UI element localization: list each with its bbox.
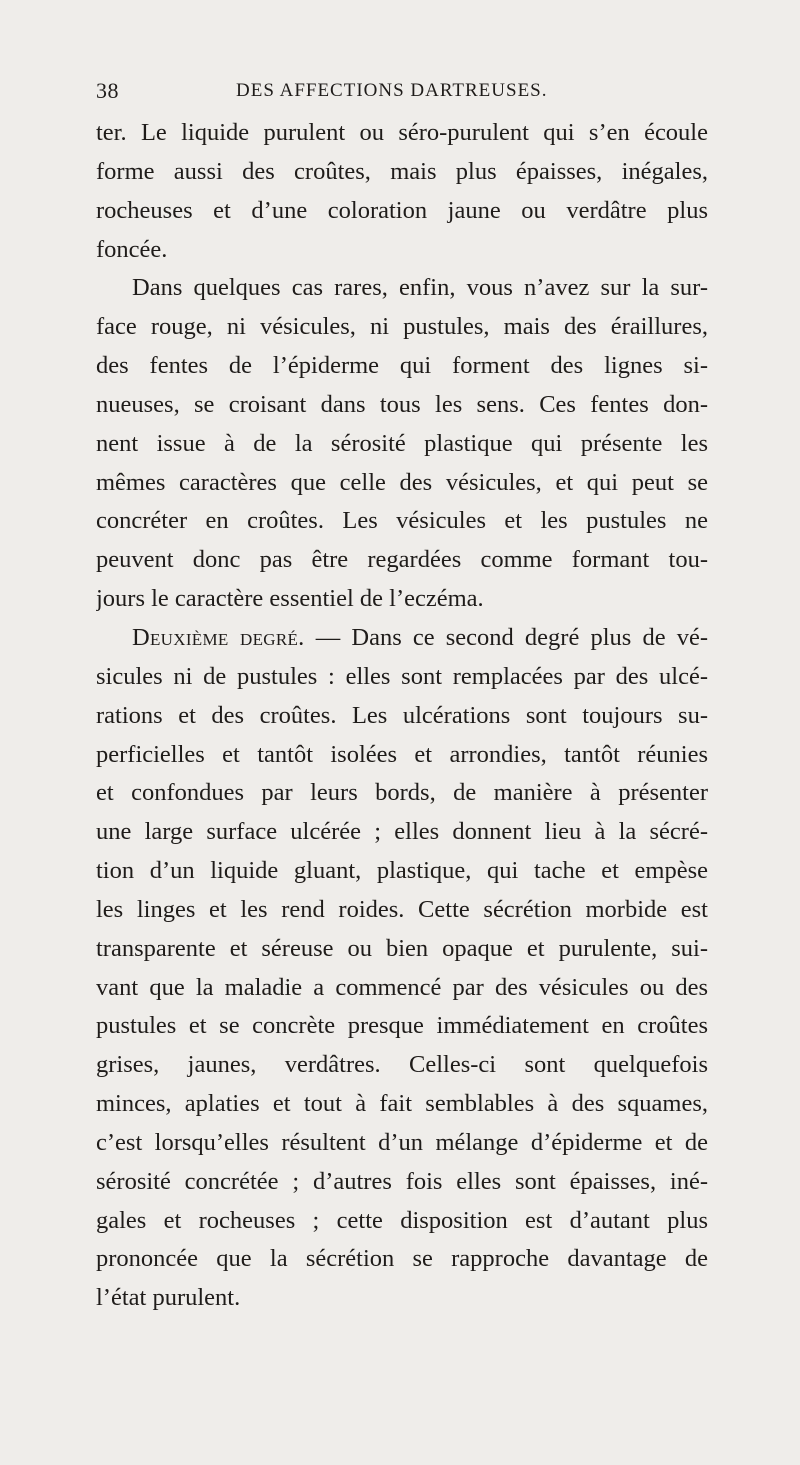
text-line: transparente et séreuse ou bien opaque et purulente, sui- [96, 934, 708, 962]
text-line: gales et rocheuses ; cette disposition est d’autant plus [96, 1206, 708, 1234]
text-line: forme aussi des croûtes, mais plus épaisses, inégales, [96, 157, 708, 185]
text-line: mêmes caractères que celle des vésicules, et qui peut se [96, 468, 708, 496]
text-line: concréter en croûtes. Les vésicules et les pustules ne [96, 507, 708, 535]
text-line: c’est lorsqu’elles résultent d’un mélange d’épiderme et de [96, 1128, 708, 1156]
paragraph-3 [96, 619, 708, 1318]
paragraph-1 [96, 114, 708, 269]
text-line: grises, jaunes, verdâtres. Celles-ci sont quelquefois [96, 1051, 708, 1079]
text-line: l’état purulent. [96, 1284, 241, 1312]
text-line: minces, aplaties et tout à fait semblables à des squames, [96, 1090, 708, 1118]
text-line: nent issue à de la sérosité plastique qui présente les [96, 429, 708, 457]
text-line: sicules ni de pustules : elles sont remplacées par des ulcé- [96, 662, 708, 690]
section-heading: Deuxième degré. [132, 623, 305, 651]
text-line: tion d’un liquide gluant, plastique, qui tache et empèse [96, 857, 708, 885]
text-run: — Dans ce second degré plus de vé- [304, 623, 708, 651]
text-line: des fentes de l’épiderme qui forment des lignes si- [96, 352, 708, 380]
text-line: rocheuses et d’une coloration jaune ou verdâtre plus [96, 196, 708, 224]
running-head [96, 78, 708, 110]
text-line: pustules et se concrète presque immédiatement en croûtes [96, 1012, 708, 1040]
text-line: perficielles et tantôt isolées et arrondies, tantôt réunies [96, 740, 708, 768]
text-line: et confondues par leurs bords, de manière à présenter [96, 779, 708, 807]
running-title: DES AFFECTIONS DARTREUSES. [236, 80, 548, 101]
text-line: nueuses, se croisant dans tous les sens. Ces fentes don- [96, 390, 708, 418]
paragraph-2 [96, 269, 708, 619]
text-line: face rouge, ni vésicules, ni pustules, mais des éraillures, [96, 313, 708, 341]
text-line: foncée. [96, 235, 168, 263]
text-line: prononcée que la sécrétion se rapproche davantage de [96, 1245, 708, 1273]
body-text [96, 114, 708, 1318]
text-line: ter. Le liquide purulent ou séro-purulent qui s’en écoule [96, 119, 708, 146]
text-line: vant que la maladie a commencé par des vésicules ou des [96, 973, 708, 1001]
text-line: rations et des croûtes. Les ulcérations sont toujours su- [96, 701, 708, 729]
text-line: jours le caractère essentiel de l’eczéma. [96, 585, 484, 613]
text-line: Dans quelques cas rares, enfin, vous n’avez sur la sur- [132, 274, 708, 302]
text-line: une large surface ulcérée ; elles donnent lieu à la sécré- [96, 818, 708, 846]
text-line: peuvent donc pas être regardées comme formant tou- [96, 546, 708, 574]
text-line: les linges et les rend roides. Cette sécrétion morbide est [96, 895, 708, 923]
text-line [96, 619, 708, 658]
text-line: sérosité concrétée ; d’autres fois elles sont épaisses, iné- [96, 1167, 708, 1195]
page-number: 38 [96, 78, 119, 103]
